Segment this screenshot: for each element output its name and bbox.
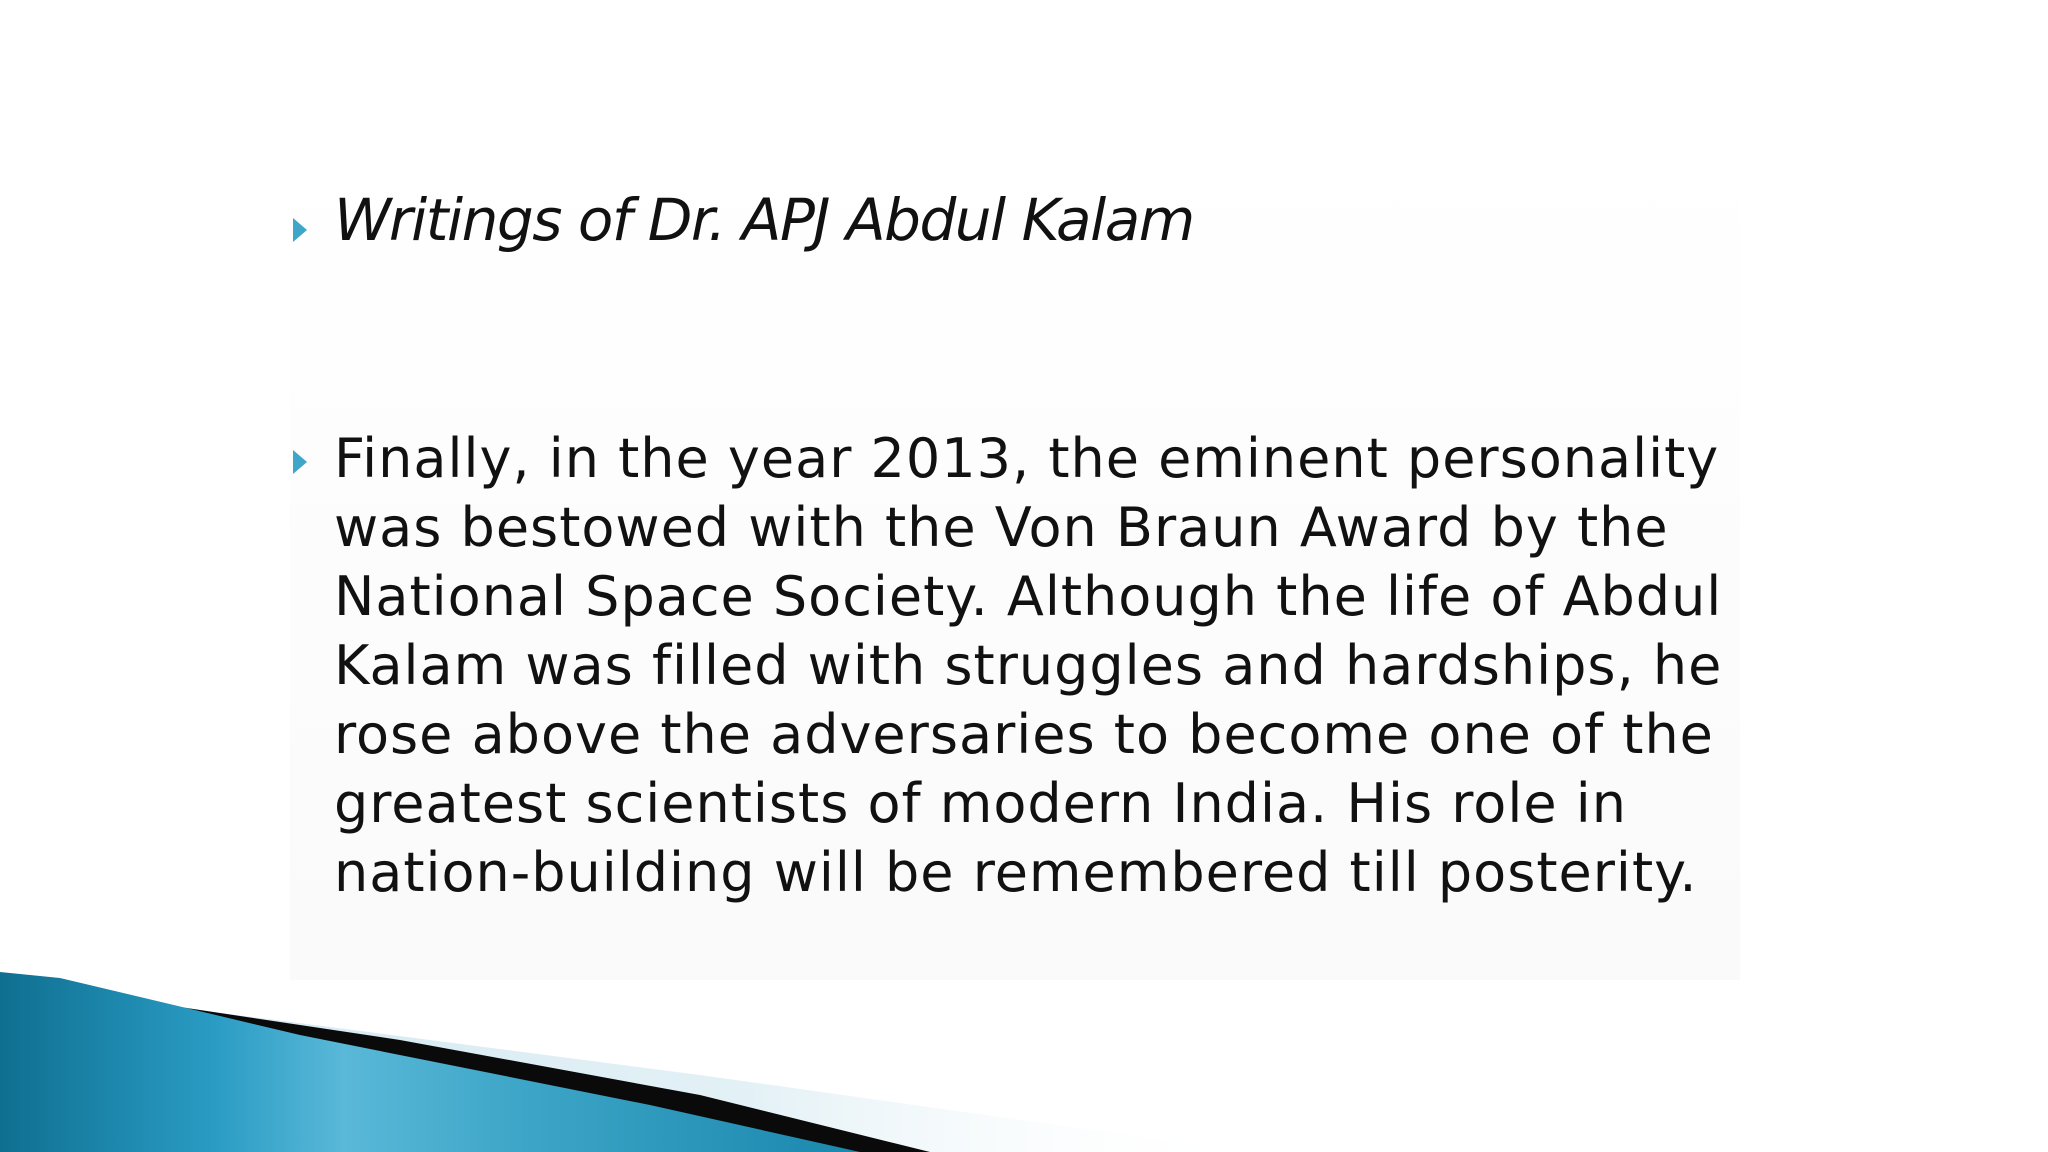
body-line: was bestowed with the Von Braun Award by the [334, 496, 1669, 559]
body-line: National Space Society. Although the life of Abdul [334, 565, 1723, 628]
slide-heading: Writings of Dr. APJ Abdul Kalam [334, 186, 1194, 254]
body-line: nation-building will be remembered till posterity. [334, 841, 1698, 904]
teal-wedge-shape [0, 972, 860, 1152]
body-line: greatest scientists of modern India. His role in [334, 772, 1627, 835]
body-line: rose above the adversaries to become one of the [334, 703, 1714, 766]
body-line: Kalam was filled with struggles and hardships, he [334, 634, 1723, 697]
body-line: Finally, in the year 2013, the eminent personality [334, 427, 1720, 490]
